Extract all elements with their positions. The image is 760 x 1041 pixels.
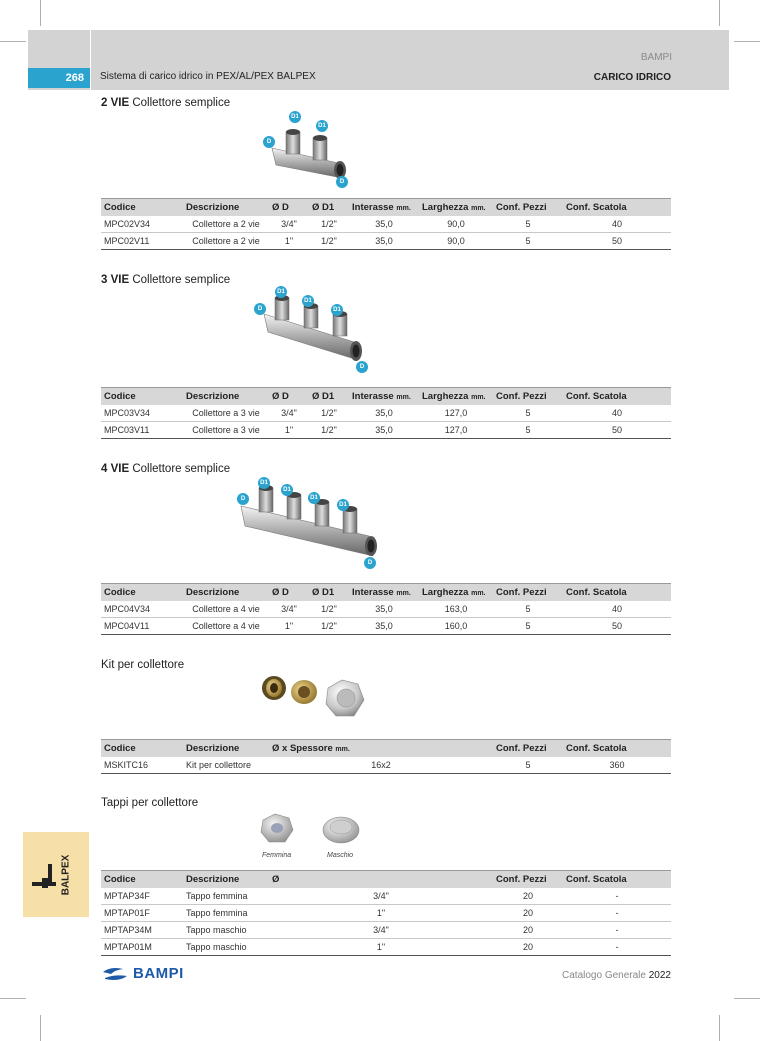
cell-larghezza: 127,0 — [419, 422, 493, 439]
cell-interasse: 35,0 — [349, 422, 419, 439]
cell-description: Tappo femmina — [183, 888, 269, 905]
cell-d: 3/4" — [269, 601, 309, 618]
col-header: Conf. Scatola — [563, 584, 671, 602]
cell-d1: 1/2" — [309, 405, 349, 422]
section-title-4vie — [101, 463, 230, 475]
spec-table-tappi — [101, 870, 671, 956]
cell-conf-scatola: 40 — [563, 216, 671, 233]
table-row — [101, 618, 671, 635]
spec-table-3vie — [101, 387, 671, 439]
col-header-text: Larghezza — [422, 391, 469, 402]
cell-diameter: 3/4" — [269, 922, 493, 939]
cell-conf-scatola: - — [563, 888, 671, 905]
badge-label: D1 — [291, 114, 299, 120]
table-header-row — [101, 388, 671, 406]
col-header-text: Larghezza — [422, 202, 469, 213]
badge-label: D1 — [339, 502, 347, 508]
col-header: Ø D — [269, 584, 309, 602]
col-header-unit: mm. — [396, 205, 411, 212]
crop-mark — [719, 0, 720, 26]
cell-conf-pezzi: 20 — [493, 939, 563, 956]
col-header: Descrizione — [183, 740, 269, 758]
cell-d1: 1/2" — [309, 216, 349, 233]
header-divider — [90, 30, 91, 90]
cell-description: Collettore a 4 vie — [183, 601, 269, 618]
cell-conf-scatola: - — [563, 922, 671, 939]
cell-description: Collettore a 4 vie — [183, 618, 269, 635]
section-title-kit: Kit per collettore — [101, 659, 185, 671]
caps-image — [255, 810, 365, 850]
crop-mark — [40, 0, 41, 26]
cell-conf-pezzi: 5 — [493, 233, 563, 250]
spec-table-2vie — [101, 198, 671, 250]
spec-table-4vie — [101, 583, 671, 635]
footer-year: 2022 — [648, 970, 671, 981]
badge-label: D — [367, 560, 373, 566]
cell-conf-pezzi: 5 — [493, 618, 563, 635]
cell-conf-scatola: 40 — [563, 601, 671, 618]
crop-mark — [0, 998, 26, 999]
cell-description: Collettore a 2 vie — [183, 216, 269, 233]
section-title-rest: Collettore semplice — [129, 463, 231, 475]
table-row — [101, 757, 671, 774]
col-header-text: Interasse — [352, 587, 394, 598]
footer-logo-text: BAMPI — [133, 965, 184, 982]
cell-code: MPC03V34 — [101, 405, 183, 422]
table-row — [101, 601, 671, 618]
side-tab-label: BALPEX — [60, 854, 72, 896]
col-header: Ø D1 — [309, 388, 349, 406]
col-header: Conf. Scatola — [563, 199, 671, 217]
table-row — [101, 422, 671, 439]
col-header: Conf. Pezzi — [493, 871, 563, 889]
cell-conf-pezzi: 5 — [493, 216, 563, 233]
badge-label: D1 — [318, 123, 326, 129]
table-row — [101, 233, 671, 250]
cell-code: MPTAP01F — [101, 905, 183, 922]
table-row — [101, 405, 671, 422]
col-header-unit: mm. — [335, 746, 350, 753]
cell-conf-pezzi: 5 — [493, 405, 563, 422]
section-title-3vie — [101, 274, 230, 286]
badge-label: D1 — [283, 487, 291, 493]
badge-label: D — [240, 496, 246, 502]
label-femmina: Femmina — [262, 852, 292, 859]
cell-code: MPC03V11 — [101, 422, 183, 439]
badge-label: D — [257, 306, 263, 312]
cell-description: Collettore a 3 vie — [183, 422, 269, 439]
spec-table-kit — [101, 739, 671, 774]
cell-code: MPTAP01M — [101, 939, 183, 956]
cell-larghezza: 90,0 — [419, 216, 493, 233]
cell-diameter: 3/4" — [269, 888, 493, 905]
col-header: Codice — [101, 584, 183, 602]
table-header-row — [101, 740, 671, 758]
table-row — [101, 216, 671, 233]
col-header: Descrizione — [183, 388, 269, 406]
col-header — [349, 388, 419, 406]
page-number: 268 — [28, 68, 90, 88]
section-title-bold: 2 VIE — [101, 97, 130, 109]
cell-description: Tappo maschio — [183, 939, 269, 956]
header-subtitle: Sistema di carico idrico in PEX/AL/PEX BALPEX — [100, 71, 316, 82]
cell-conf-pezzi: 5 — [493, 422, 563, 439]
cell-d1: 1/2" — [309, 233, 349, 250]
table-row — [101, 905, 671, 922]
cell-conf-pezzi: 5 — [493, 601, 563, 618]
section-title-tappi: Tappi per collettore — [101, 797, 199, 809]
cell-code: MPC02V34 — [101, 216, 183, 233]
cell-dimension: 16x2 — [269, 757, 493, 774]
col-header — [419, 199, 493, 217]
pipe-fitting-icon — [30, 862, 58, 892]
cell-conf-pezzi: 20 — [493, 922, 563, 939]
cell-description: Tappo femmina — [183, 905, 269, 922]
header-brand: BAMPI — [640, 52, 672, 63]
cell-larghezza: 163,0 — [419, 601, 493, 618]
crop-mark — [0, 41, 26, 42]
cell-conf-scatola: 40 — [563, 405, 671, 422]
col-header: Codice — [101, 740, 183, 758]
cell-d1: 1/2" — [309, 618, 349, 635]
col-header — [419, 584, 493, 602]
cell-conf-scatola: 50 — [563, 422, 671, 439]
bampi-logo-icon — [101, 966, 129, 982]
col-header-unit: mm. — [396, 394, 411, 401]
table-row — [101, 939, 671, 956]
badge-label: D — [266, 139, 272, 145]
cell-larghezza: 127,0 — [419, 405, 493, 422]
badge-label: D1 — [260, 480, 268, 486]
footer-catalog-text: Catalogo Generale — [562, 970, 646, 981]
col-header: Conf. Scatola — [563, 740, 671, 758]
col-header: Conf. Scatola — [563, 388, 671, 406]
col-header-unit: mm. — [471, 394, 486, 401]
col-header: Conf. Pezzi — [493, 388, 563, 406]
table-row — [101, 922, 671, 939]
cell-interasse: 35,0 — [349, 601, 419, 618]
crop-mark — [719, 1015, 720, 1041]
table-row — [101, 888, 671, 905]
manifold-4way-image — [235, 476, 380, 572]
cell-d: 1" — [269, 422, 309, 439]
section-title-rest: Collettore semplice — [129, 97, 231, 109]
cell-code: MPTAP34M — [101, 922, 183, 939]
col-header — [269, 740, 493, 758]
table-header-row — [101, 584, 671, 602]
col-header: Codice — [101, 871, 183, 889]
badge-label: D — [359, 364, 365, 370]
kit-image — [258, 670, 373, 728]
cell-conf-pezzi: 20 — [493, 905, 563, 922]
cell-code: MPC04V11 — [101, 618, 183, 635]
col-header: Ø D — [269, 199, 309, 217]
cell-conf-pezzi: 20 — [493, 888, 563, 905]
cell-d1: 1/2" — [309, 601, 349, 618]
cell-d1: 1/2" — [309, 422, 349, 439]
badge-label: D1 — [310, 495, 318, 501]
col-header-text: Larghezza — [422, 587, 469, 598]
header-section: CARICO IDRICO — [593, 72, 671, 83]
footer-catalog — [562, 970, 671, 981]
badge-label: D1 — [277, 289, 285, 295]
crop-mark — [734, 998, 760, 999]
col-header — [419, 388, 493, 406]
cell-conf-scatola: 360 — [563, 757, 671, 774]
col-header-text: Ø x Spessore — [272, 743, 333, 754]
table-header-row — [101, 871, 671, 889]
col-header — [349, 584, 419, 602]
cell-diameter: 1" — [269, 939, 493, 956]
col-header-unit: mm. — [396, 590, 411, 597]
cell-conf-pezzi: 5 — [493, 757, 563, 774]
cell-d: 3/4" — [269, 405, 309, 422]
section-title-bold: 3 VIE — [101, 274, 130, 286]
col-header: Ø D1 — [309, 584, 349, 602]
cell-interasse: 35,0 — [349, 405, 419, 422]
col-header: Ø D1 — [309, 199, 349, 217]
cell-conf-scatola: 50 — [563, 233, 671, 250]
col-header: Conf. Scatola — [563, 871, 671, 889]
cell-d: 1" — [269, 233, 309, 250]
crop-mark — [40, 1015, 41, 1041]
section-title-bold: 4 VIE — [101, 463, 130, 475]
cell-conf-scatola: - — [563, 939, 671, 956]
section-title-2vie — [101, 97, 230, 109]
col-header: Conf. Pezzi — [493, 199, 563, 217]
col-header: Conf. Pezzi — [493, 740, 563, 758]
cell-description: Kit per collettore — [183, 757, 269, 774]
cell-d: 3/4" — [269, 216, 309, 233]
col-header-text: Interasse — [352, 202, 394, 213]
badge-label: D — [339, 179, 345, 185]
manifold-2way-image — [258, 108, 358, 188]
cell-code: MSKITC16 — [101, 757, 183, 774]
cell-description: Collettore a 3 vie — [183, 405, 269, 422]
col-header: Descrizione — [183, 199, 269, 217]
cell-code: MPTAP34F — [101, 888, 183, 905]
section-title-rest: Collettore semplice — [129, 274, 231, 286]
cell-larghezza: 90,0 — [419, 233, 493, 250]
footer-logo — [101, 965, 184, 982]
cell-description: Collettore a 2 vie — [183, 233, 269, 250]
col-header: Codice — [101, 388, 183, 406]
col-header: Ø — [269, 871, 493, 889]
cell-interasse: 35,0 — [349, 216, 419, 233]
badge-label: D1 — [304, 298, 312, 304]
cell-diameter: 1" — [269, 905, 493, 922]
cell-conf-scatola: - — [563, 905, 671, 922]
cell-code: MPC02V11 — [101, 233, 183, 250]
col-header — [349, 199, 419, 217]
cell-larghezza: 160,0 — [419, 618, 493, 635]
table-header-row — [101, 199, 671, 217]
cell-d: 1" — [269, 618, 309, 635]
cell-interasse: 35,0 — [349, 618, 419, 635]
col-header: Ø D — [269, 388, 309, 406]
cell-description: Tappo maschio — [183, 922, 269, 939]
col-header: Descrizione — [183, 871, 269, 889]
col-header: Codice — [101, 199, 183, 217]
cell-interasse: 35,0 — [349, 233, 419, 250]
badge-label: D1 — [333, 307, 341, 313]
col-header: Descrizione — [183, 584, 269, 602]
cell-conf-scatola: 50 — [563, 618, 671, 635]
col-header-text: Interasse — [352, 391, 394, 402]
col-header: Conf. Pezzi — [493, 584, 563, 602]
col-header-unit: mm. — [471, 205, 486, 212]
col-header-unit: mm. — [471, 590, 486, 597]
crop-mark — [734, 41, 760, 42]
cell-code: MPC04V34 — [101, 601, 183, 618]
label-maschio: Maschio — [327, 852, 354, 859]
